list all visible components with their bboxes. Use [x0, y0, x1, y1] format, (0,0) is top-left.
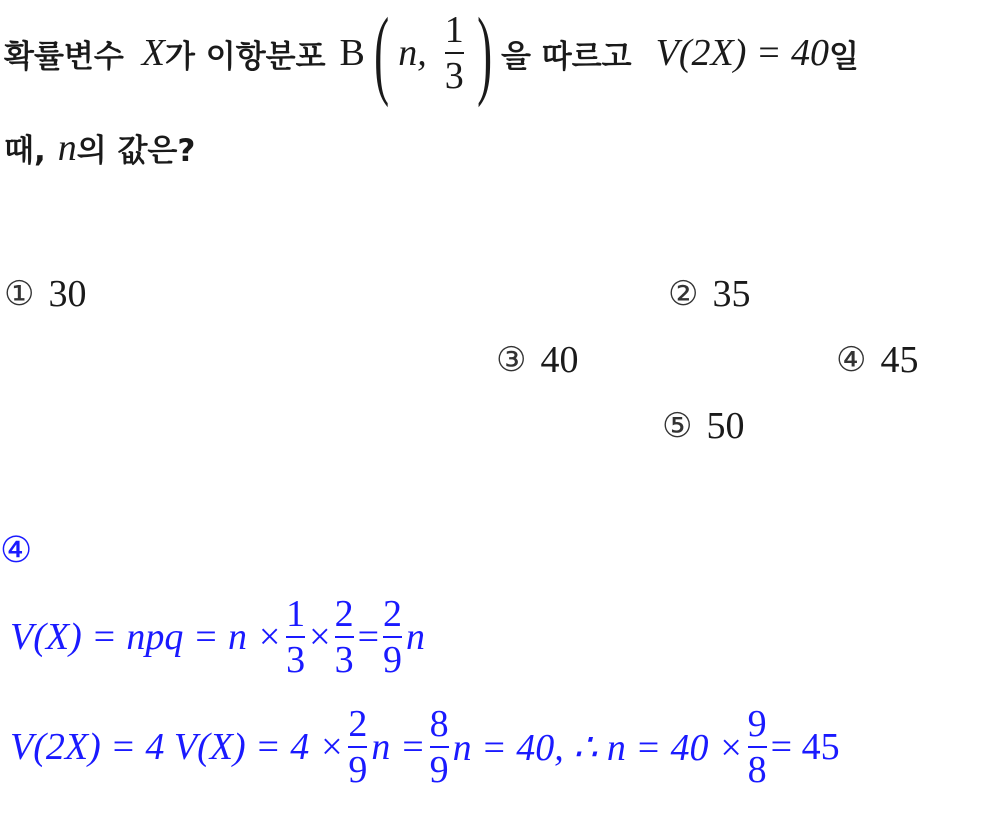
choice-5[interactable]: [662, 404, 744, 448]
variance-condition: V(2X) = 40: [655, 32, 829, 74]
equals-sign: =: [357, 616, 380, 658]
variable-n: n: [57, 126, 77, 169]
step2-lhs: V(2X) = 4 V(X) = 4 ×: [10, 726, 345, 768]
denominator: 3: [444, 55, 464, 97]
right-paren: ): [476, 0, 492, 108]
choice-value: 40: [540, 339, 579, 381]
fraction-bar: [445, 52, 464, 54]
numerator: 9: [747, 703, 767, 745]
question-line-2: [4, 125, 195, 170]
choice-marker: ④: [836, 340, 867, 380]
question-text: 일: [828, 38, 859, 75]
choice-marker: ⑤: [662, 406, 693, 446]
question-text: 가 이항분포: [165, 38, 326, 75]
param-n: n,: [398, 32, 427, 74]
choice-marker: ①: [4, 274, 35, 314]
choice-value: 35: [712, 273, 751, 315]
fraction: [286, 595, 305, 679]
denominator: 3: [334, 639, 354, 681]
fraction-one-third: [445, 11, 464, 95]
fraction: [748, 705, 767, 789]
solution-step-1: [10, 595, 425, 679]
step2-tail: = 45: [770, 726, 840, 768]
question-text: 확률변수: [4, 38, 124, 75]
fraction-bar: [348, 746, 367, 748]
fraction: [430, 705, 449, 789]
step1-lhs: V(X) = npq = n ×: [10, 616, 283, 658]
question-text: 을 따르고: [501, 38, 632, 75]
choice-1[interactable]: [4, 272, 86, 316]
denominator: 3: [286, 639, 306, 681]
question-text: 때,: [4, 133, 46, 169]
question-text: 의 값은?: [76, 133, 196, 169]
denominator: 8: [747, 749, 767, 791]
fraction-bar: [383, 636, 402, 638]
fraction: [348, 705, 367, 789]
choice-value: 45: [880, 339, 919, 381]
numerator: 1: [444, 9, 464, 51]
question-line-1: [4, 0, 859, 108]
fraction-bar: [748, 746, 767, 748]
numerator: 1: [286, 593, 306, 635]
step2-mid: n =: [371, 726, 426, 768]
denominator: 9: [429, 749, 449, 791]
left-paren: (: [374, 0, 390, 108]
numerator: 2: [348, 703, 368, 745]
step1-tail: n: [406, 616, 426, 658]
binomial-symbol: B: [339, 32, 365, 74]
step2-mid2: n = 40, ∴ n = 40 ×: [452, 726, 744, 769]
fraction: [383, 595, 402, 679]
denominator: 9: [348, 749, 368, 791]
fraction-bar: [430, 746, 449, 748]
times-sign: ×: [309, 616, 331, 658]
solution-step-2: [10, 705, 840, 789]
denominator: 9: [383, 639, 403, 681]
choice-marker: ③: [496, 340, 527, 380]
choice-2[interactable]: [668, 272, 750, 316]
choice-4[interactable]: [836, 338, 918, 382]
choice-3[interactable]: [496, 338, 578, 382]
fraction-bar: [286, 636, 305, 638]
numerator: 2: [383, 593, 403, 635]
fraction-bar: [335, 636, 354, 638]
answer-marker: ④: [0, 530, 33, 571]
numerator: 8: [429, 703, 449, 745]
random-variable: X: [141, 32, 166, 74]
numerator: 2: [334, 593, 354, 635]
choice-value: 50: [706, 405, 745, 447]
choice-value: 30: [48, 273, 87, 315]
fraction: [335, 595, 354, 679]
choice-marker: ②: [668, 274, 699, 314]
